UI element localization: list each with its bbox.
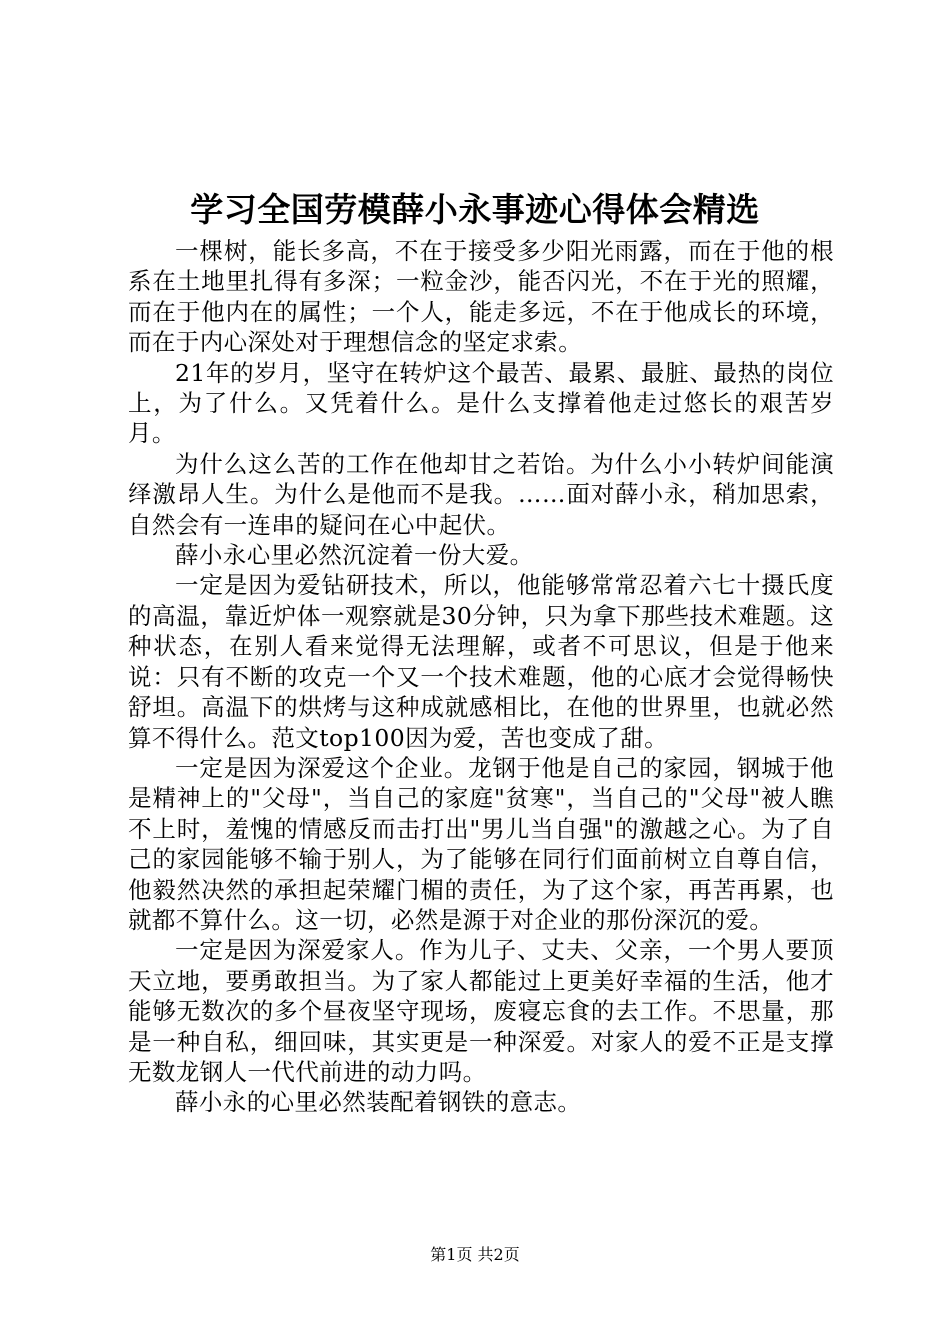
paragraph: 一棵树，能长多高，不在于接受多少阳光雨露，而在于他的根系在土地里扎得有多深；一粒金沙，能否闪光，不在于光的照耀，而在于他内在的属性；一个人，能走多远，不在于他成长的环境，而在于内心深处对于理想信念的坚定求索。 xyxy=(128,237,834,357)
paragraph: 薛小永的心里必然装配着钢铁的意志。 xyxy=(175,1088,582,1117)
paragraph: 为什么这么苦的工作在他却甘之若饴。为什么小小转炉间能演绎激昂人生。为什么是他而不是我。……面对薛小永，稍加思索，自然会有一连串的疑问在心中起伏。 xyxy=(128,449,834,539)
paragraph: 一定是因为爱钻研技术，所以，他能够常常忍着六七十摄氏度的高温，靠近炉体一观察就是30分钟，只为拿下那些技术难题。这种状态，在别人看来觉得无法理解，或者不可思议，但是于他来说：只有不断的攻克一个又一个技术难题，他的心底才会觉得畅快舒坦。高温下的烘烤与这种成就感相比，在他的世界里，也就必然算不得什么。范文top100因为爱，苦也变成了甜。 xyxy=(128,571,834,752)
paragraph: 21年的岁月，坚守在转炉这个最苦、最累、最脏、最热的岗位上，为了什么。又凭着什么。是什么支撑着他走过悠长的艰苦岁月。 xyxy=(128,358,834,448)
page-number-footer: 第1页 共2页 xyxy=(430,1245,520,1264)
paragraph: 一定是因为深爱这个企业。龙钢于他是自己的家园，钢城于他是精神上的"父母"，当自己的家庭"贫寒"，当自己的"父母"被人瞧不上时，羞愧的情感反而击打出"男儿当自强"的激越之心。为了自己的家园能够不输于别人，为了能够在同行们面前树立自尊自信，他毅然决然的承担起荣耀门楣的责任，为了这个家，再苦再累，也就都不算什么。这一切，必然是源于对企业的那份深沉的爱。 xyxy=(128,753,834,934)
paragraph: 一定是因为深爱家人。作为儿子、丈夫、父亲，一个男人要顶天立地，要勇敢担当。为了家人都能过上更美好幸福的生活，他才能够无数次的多个昼夜坚守现场，废寝忘食的去工作。不思量，那是一种自私，细回味，其实更是一种深爱。对家人的爱不正是支撑无数龙钢人一代代前进的动力吗。 xyxy=(128,936,834,1086)
document-title: 学习全国劳模薛小永事迹心得体会精选 xyxy=(190,190,760,229)
paragraph: 薛小永心里必然沉淀着一份大爱。 xyxy=(175,541,534,570)
document-body xyxy=(128,236,834,1118)
